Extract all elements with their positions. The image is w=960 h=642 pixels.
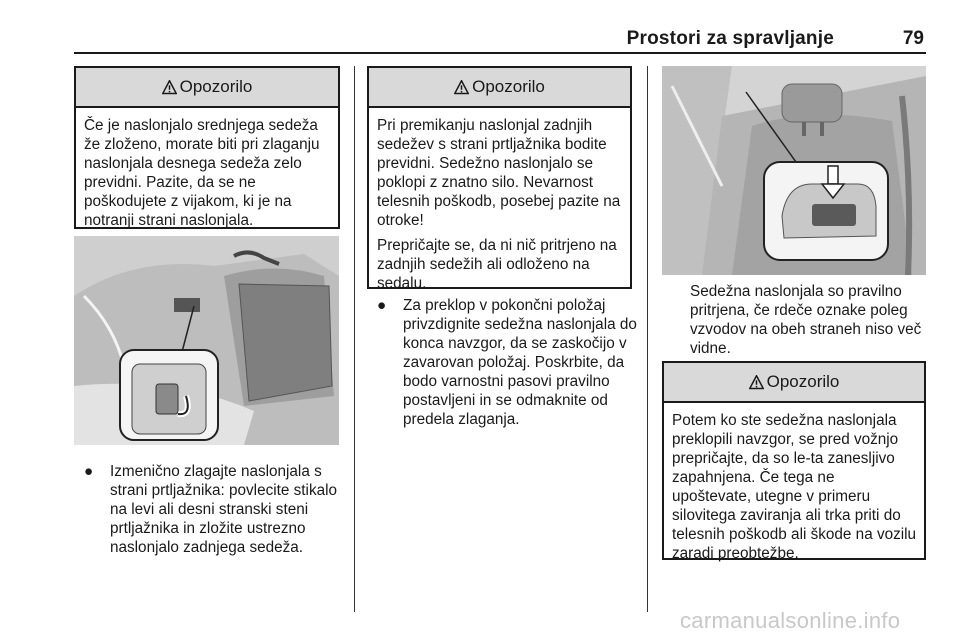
column-divider (647, 66, 648, 612)
figure-caption: Sedežna naslonjala so pravilno pritrjena, če rdeče oznake poleg vzvodov na obeh straneh niso več vidne. (690, 283, 922, 357)
warning-box (74, 66, 340, 229)
page-header (74, 26, 926, 54)
seat-latch-illustration (662, 66, 926, 275)
instruction-bullet (84, 462, 344, 557)
warning-box (662, 361, 926, 560)
warning-triangle-icon (162, 80, 177, 95)
warning-header (76, 68, 338, 108)
bullet-text: Izmenično zlagajte naslonjala s strani prtljažnika: povlecite stikalo na levi ali desni stranski steni prtljažnika in zložite ustrezno naslonjalo zadnjega sedeža. (110, 463, 338, 556)
warning-header (369, 68, 630, 108)
warning-heading: Opozorilo (472, 77, 545, 96)
warning-text: Prepričajte se, da ni nič pritrjeno na zadnjih sedežih ali odloženo na sedalu. (377, 237, 617, 292)
instruction-bullet (377, 296, 637, 429)
warning-heading: Opozorilo (179, 77, 253, 96)
page-number: 79 (902, 28, 924, 49)
warning-triangle-icon (454, 80, 469, 95)
bullet-text: Za preklop v pokončni položaj privzdignite sedežna naslonjala do konca navzgor, da se zaskočijo v zavarovan položaj. Poskrbite, da bodo varnostni pasovi pravilno postavljeni in se odmaknite od predela zlaganja. (403, 297, 637, 428)
bullet-icon: ● (377, 297, 387, 314)
section-title: Prostori za spravljanje (626, 28, 834, 49)
warning-text: Potem ko ste sedežna naslonjala preklopili navzgor, se pred vožnjo prepričajte, da so le-ta zanesljivo zapahnjena. Če tega ne upoštevate, utegne v primeru silovitega zaviranja ali trka priti do telesnih poškodb ali škode na vozilu zaradi preobtežbe. (672, 412, 917, 562)
warning-box (367, 66, 632, 292)
warning-text: Pri premikanju naslonjal zadnjih sedežev s strani prtljažnika bodite previdni. Sedežno naslonjalo se poklopi z znatno silo. Nevarnost telesnih poškodb, posebej pazite na otroke! (377, 117, 621, 229)
warning-heading: Opozorilo (766, 372, 840, 391)
column-divider (354, 66, 355, 612)
warning-header (664, 363, 924, 403)
warning-text: Če je naslonjalo srednjega sedeža že zloženo, morate biti pri zlaganju naslonjala desnega sedeža zelo previdni. Pazite, da se ne poškodujete z vijakom, ki je na notranji strani naslonjala. (84, 117, 320, 229)
warning-triangle-icon (749, 375, 764, 390)
bullet-icon: ● (84, 463, 94, 480)
watermark: carmanualsonline.info (680, 608, 901, 633)
trunk-release-illustration (74, 236, 339, 445)
